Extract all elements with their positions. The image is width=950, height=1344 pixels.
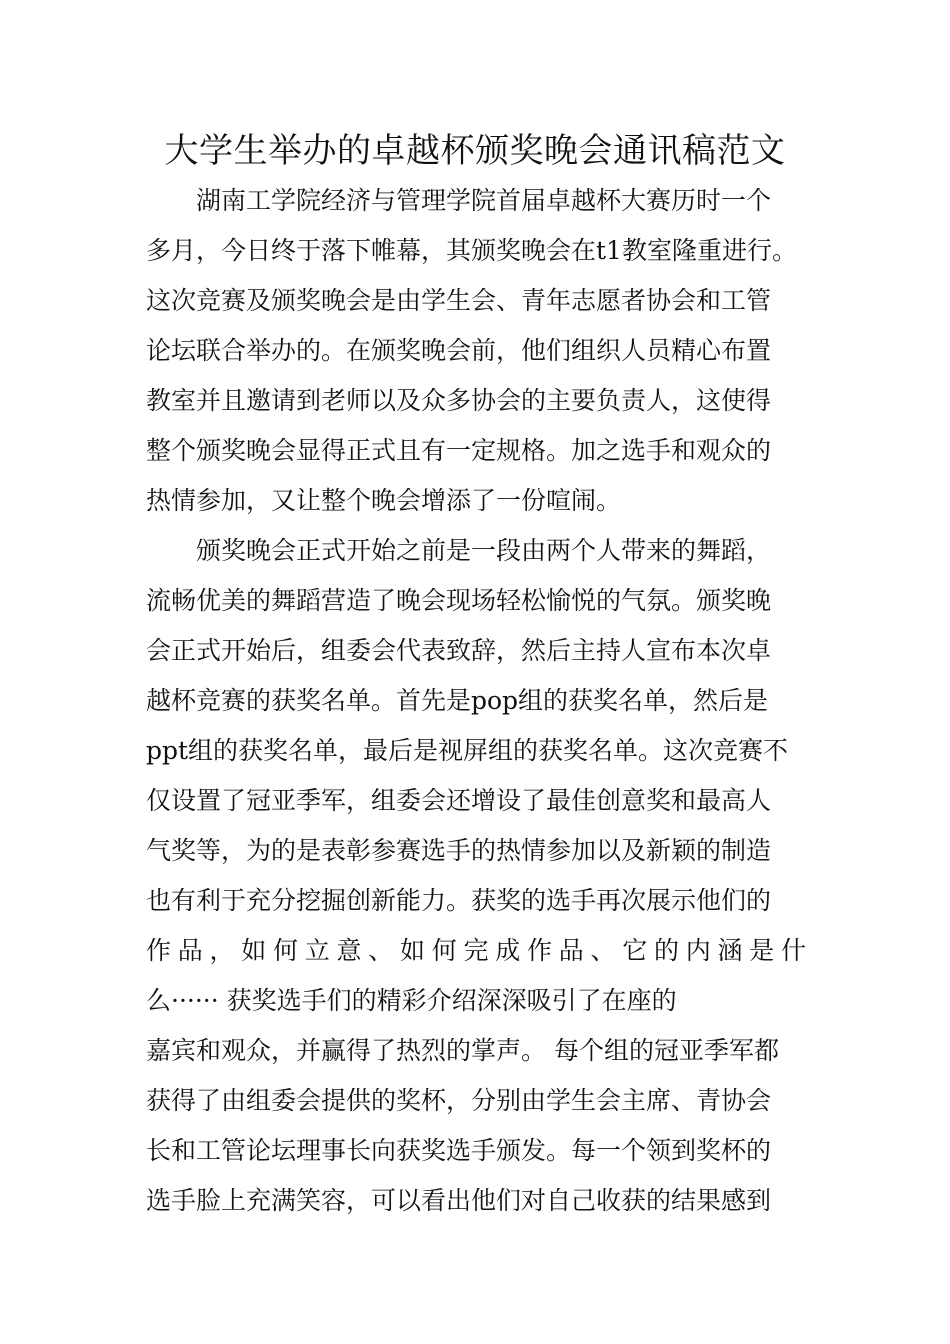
text-line: 热情参加，又让整个晚会增添了一份喧闹。 xyxy=(146,486,622,515)
text-line: ppt组的获奖名单，最后是视屏组的获奖名单。这次竞赛不 xyxy=(146,736,789,765)
text-line: 教室并且邀请到老师以及众多协会的主要负责人，这使得 xyxy=(146,386,772,415)
paragraph-2 xyxy=(146,526,806,1226)
text-line: 仅设置了冠亚季军，组委会还增设了最佳创意奖和最高人 xyxy=(146,786,772,815)
text-line: 获得了由组委会提供的奖杯，分别由学生会主席、青协会 xyxy=(146,1086,772,1115)
text-line: 这次竞赛及颁奖晚会是由学生会、青年志愿者协会和工管 xyxy=(146,286,772,315)
text-line: 流畅优美的舞蹈营造了晚会现场轻松愉悦的气氛。颁奖晚 xyxy=(146,586,772,615)
document-title: 大学生举办的卓越杯颁奖晚会通讯稿范文 xyxy=(164,131,786,171)
text-line: 长和工管论坛理事长向获奖选手颁发。每一个领到奖杯的 xyxy=(146,1136,772,1165)
text-line: 选手脸上充满笑容，可以看出他们对自己收获的结果感到 xyxy=(146,1186,772,1215)
text-line: 多月，今日终于落下帷幕，其颁奖晚会在t1教室隆重进行。 xyxy=(146,236,797,265)
text-line: 会正式开始后，组委会代表致辞，然后主持人宣布本次卓 xyxy=(146,636,772,665)
document-body xyxy=(146,176,806,1226)
text-line: 颁奖晚会正式开始之前是一段由两个人带来的舞蹈， xyxy=(196,536,772,565)
text-line: 湖南工学院经济与管理学院首届卓越杯大赛历时一个 xyxy=(196,186,772,215)
text-line: 么······ 获奖选手们的精彩介绍深深吸引了在座的 xyxy=(146,986,677,1015)
text-line: 越杯竞赛的获奖名单。首先是pop组的获奖名单，然后是 xyxy=(146,686,769,715)
text-line: 气奖等，为的是表彰参赛选手的热情参加以及新颖的制造 xyxy=(146,836,772,865)
text-line: 嘉宾和观众，并赢得了热烈的掌声。 每个组的冠亚季军都 xyxy=(146,1036,779,1065)
paragraph-1 xyxy=(146,176,806,526)
text-line: 也有利于充分挖掘创新能力。获奖的选手再次展示他们的 xyxy=(146,886,772,915)
text-line: 论坛联合举办的。在颁奖晚会前，他们组织人员精心布置 xyxy=(146,336,772,365)
text-line: 作品，如何立意、如何完成作品、它的内涵是什 xyxy=(146,936,806,965)
text-line: 整个颁奖晚会显得正式且有一定规格。加之选手和观众的 xyxy=(146,436,772,465)
